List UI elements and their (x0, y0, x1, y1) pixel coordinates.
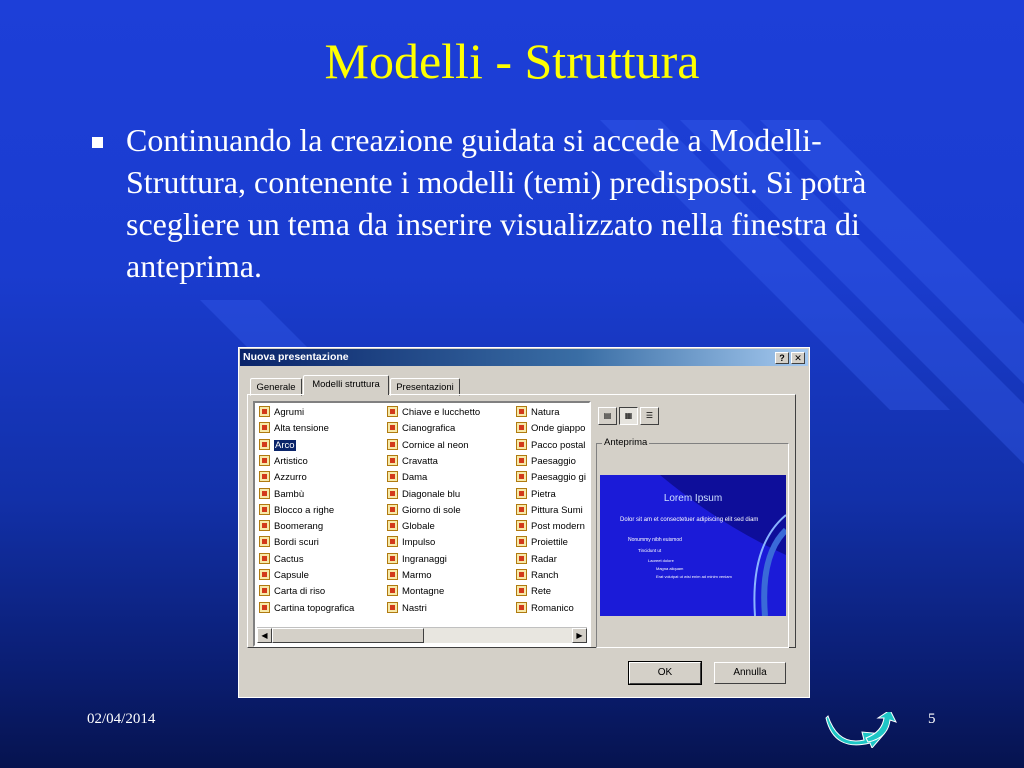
template-label: Rete (531, 586, 552, 598)
template-file-icon (259, 488, 270, 499)
template-item[interactable] (259, 553, 304, 567)
preview-line-2: Nonummy nibh euismod (628, 537, 682, 543)
template-label: Post modern (531, 521, 585, 533)
ok-button[interactable]: OK (629, 662, 701, 684)
template-label: Paesaggio gi (531, 472, 586, 484)
template-label: Proiettile (531, 537, 568, 549)
template-label: Diagonale blu (402, 488, 461, 500)
template-file-icon (387, 455, 398, 466)
template-item[interactable] (387, 488, 460, 502)
dialog-titlebar (240, 349, 808, 366)
template-label: Dama (402, 472, 428, 484)
template-label: Ingranaggi (402, 553, 447, 565)
slide-date: 02/04/2014 (87, 711, 156, 727)
template-item[interactable] (259, 602, 354, 616)
template-item[interactable] (516, 439, 585, 453)
template-file-icon (387, 553, 398, 564)
bullet-text: Continuando la creazione guidata si accede a Modelli-Struttura, contenente i modelli (temi) predisposti. Si potrà scegliere un tema da inserire visualizzato nella finestra di anteprima. (126, 122, 867, 284)
template-preview (600, 475, 786, 616)
close-button[interactable]: ✕ (791, 352, 805, 364)
template-file-icon (516, 504, 527, 515)
details-view-icon[interactable]: ☰ (640, 407, 659, 425)
template-item[interactable] (516, 520, 585, 534)
template-file-icon (259, 406, 270, 417)
template-label: Blocco a righe (274, 504, 335, 516)
template-item[interactable] (259, 406, 304, 420)
template-file-icon (387, 585, 398, 596)
template-item[interactable] (387, 553, 447, 567)
template-label: Alta tensione (274, 423, 329, 435)
template-item[interactable] (387, 471, 427, 485)
template-label: Pittura Sumi (531, 504, 583, 516)
template-label: Cactus (274, 553, 304, 565)
template-file-icon (259, 585, 270, 596)
template-file-icon (516, 553, 527, 564)
scroll-left-icon[interactable]: ◀ (257, 628, 272, 643)
template-label: Artistico (274, 455, 308, 467)
template-item[interactable] (259, 504, 334, 518)
template-file-icon (259, 504, 270, 515)
template-label: Onde giappo (531, 423, 586, 435)
template-label: Carta di riso (274, 586, 326, 598)
template-item[interactable] (387, 585, 444, 599)
template-file-icon (387, 488, 398, 499)
template-file-icon (516, 569, 527, 580)
template-file-icon (259, 602, 270, 613)
template-file-icon (259, 471, 270, 482)
template-label: Cianografica (402, 423, 456, 435)
template-label: Cornice al neon (402, 439, 469, 451)
template-item[interactable] (259, 455, 308, 469)
template-item[interactable] (259, 439, 296, 453)
preview-line-6: Erat volutpat ut wisi enim ad minim veniam (656, 574, 732, 579)
cancel-button[interactable]: Annulla (714, 662, 786, 684)
template-item[interactable] (259, 422, 329, 436)
template-item[interactable] (259, 536, 319, 550)
template-file-icon (259, 520, 270, 531)
template-file-icon (516, 536, 527, 547)
template-item[interactable] (387, 520, 435, 534)
template-item[interactable] (259, 471, 307, 485)
template-label: Boomerang (274, 521, 324, 533)
template-label: Azzurro (274, 472, 307, 484)
template-file-icon (516, 422, 527, 433)
template-file-icon (387, 471, 398, 482)
template-label: Chiave e lucchetto (402, 407, 481, 418)
bullet-marker (92, 137, 103, 148)
preview-label: Anteprima (604, 437, 648, 448)
template-item[interactable] (516, 504, 583, 518)
template-file-icon (387, 602, 398, 613)
template-item[interactable] (387, 439, 469, 453)
template-item[interactable] (259, 569, 309, 583)
template-file-icon (259, 455, 270, 466)
template-label: Marmo (402, 570, 432, 581)
template-file-icon (387, 536, 398, 547)
template-label: Romanico (531, 602, 574, 614)
tab-modelli-struttura[interactable]: Modelli struttura (303, 375, 389, 395)
help-button[interactable]: ? (775, 352, 789, 364)
template-item[interactable] (259, 585, 325, 599)
template-label: Nastri (402, 602, 427, 614)
template-file-icon (516, 585, 527, 596)
scroll-thumb[interactable] (272, 628, 424, 643)
template-item[interactable] (259, 520, 323, 534)
template-label: Arco (275, 439, 295, 451)
template-label: Agrumi (274, 407, 305, 418)
template-label: Natura (531, 407, 560, 418)
navigation-arrow-icon[interactable] (822, 712, 898, 748)
template-label: Capsule (274, 570, 309, 581)
new-presentation-dialog (238, 347, 810, 698)
template-list[interactable] (253, 401, 591, 647)
template-file-icon (516, 520, 527, 531)
preview-title: Lorem Ipsum (663, 493, 723, 504)
preview-line-4: Laoreet dolore (648, 558, 674, 563)
template-file-icon (387, 406, 398, 417)
template-file-icon (516, 439, 527, 450)
template-item[interactable] (516, 471, 586, 485)
template-item[interactable] (387, 569, 432, 583)
template-label: Giorno di sole (402, 504, 461, 516)
template-file-icon (387, 439, 398, 450)
template-label: Radar (531, 553, 557, 565)
template-item[interactable] (516, 455, 576, 469)
template-file-icon (259, 439, 270, 450)
template-file-icon (516, 406, 527, 417)
template-label: Ranch (531, 570, 559, 581)
template-item[interactable] (516, 585, 551, 599)
template-label: Pietra (531, 488, 556, 500)
template-label: Bordi scuri (274, 537, 319, 549)
template-item[interactable] (387, 504, 461, 518)
scroll-right-icon[interactable]: ▶ (572, 628, 587, 643)
template-label: Cartina topografica (274, 602, 355, 614)
preview-line-3: Tincidunt ut (638, 548, 662, 553)
template-item[interactable] (259, 488, 304, 502)
template-item[interactable] (516, 536, 568, 550)
template-file-icon (387, 520, 398, 531)
tab-generale[interactable]: Generale (250, 378, 302, 396)
template-label: Cravatta (402, 455, 438, 467)
template-item[interactable] (387, 406, 480, 420)
template-file-icon (259, 536, 270, 547)
page-number: 5 (928, 711, 936, 727)
template-label: Paesaggio (531, 455, 576, 467)
template-file-icon (516, 471, 527, 482)
template-item[interactable] (516, 488, 556, 502)
template-file-icon (387, 504, 398, 515)
template-file-icon (516, 455, 527, 466)
template-file-icon (516, 488, 527, 499)
horizontal-scrollbar[interactable] (257, 627, 587, 643)
template-file-icon (259, 569, 270, 580)
template-file-icon (387, 569, 398, 580)
template-label: Bambù (274, 488, 305, 500)
template-item[interactable] (516, 569, 558, 583)
preview-line-1: Dolor sit am et consectetuer adipiscing elit sed diam (620, 517, 759, 523)
large-icons-view-icon[interactable]: ▤ (598, 407, 617, 425)
template-item[interactable] (516, 602, 574, 616)
template-label: Pacco postal (531, 439, 586, 451)
template-label: Globale (402, 521, 435, 533)
template-file-icon (387, 422, 398, 433)
template-item[interactable] (516, 422, 585, 436)
template-file-icon (259, 422, 270, 433)
template-item[interactable] (387, 455, 438, 469)
template-label: Impulso (402, 537, 436, 549)
template-file-icon (516, 602, 527, 613)
list-view-icon[interactable]: ▦ (619, 407, 638, 425)
template-item[interactable] (516, 406, 560, 420)
preview-line-5: Magna aliquam (656, 566, 684, 571)
template-item[interactable] (516, 553, 557, 567)
template-item[interactable] (387, 536, 435, 550)
template-item[interactable] (387, 422, 455, 436)
template-item[interactable] (387, 602, 427, 616)
template-label: Montagne (402, 586, 445, 598)
template-file-icon (259, 553, 270, 564)
tab-presentazioni[interactable]: Presentazioni (390, 378, 460, 396)
slide-title: Modelli - Struttura (324, 33, 700, 89)
dialog-title: Nuova presentazione (243, 351, 349, 363)
